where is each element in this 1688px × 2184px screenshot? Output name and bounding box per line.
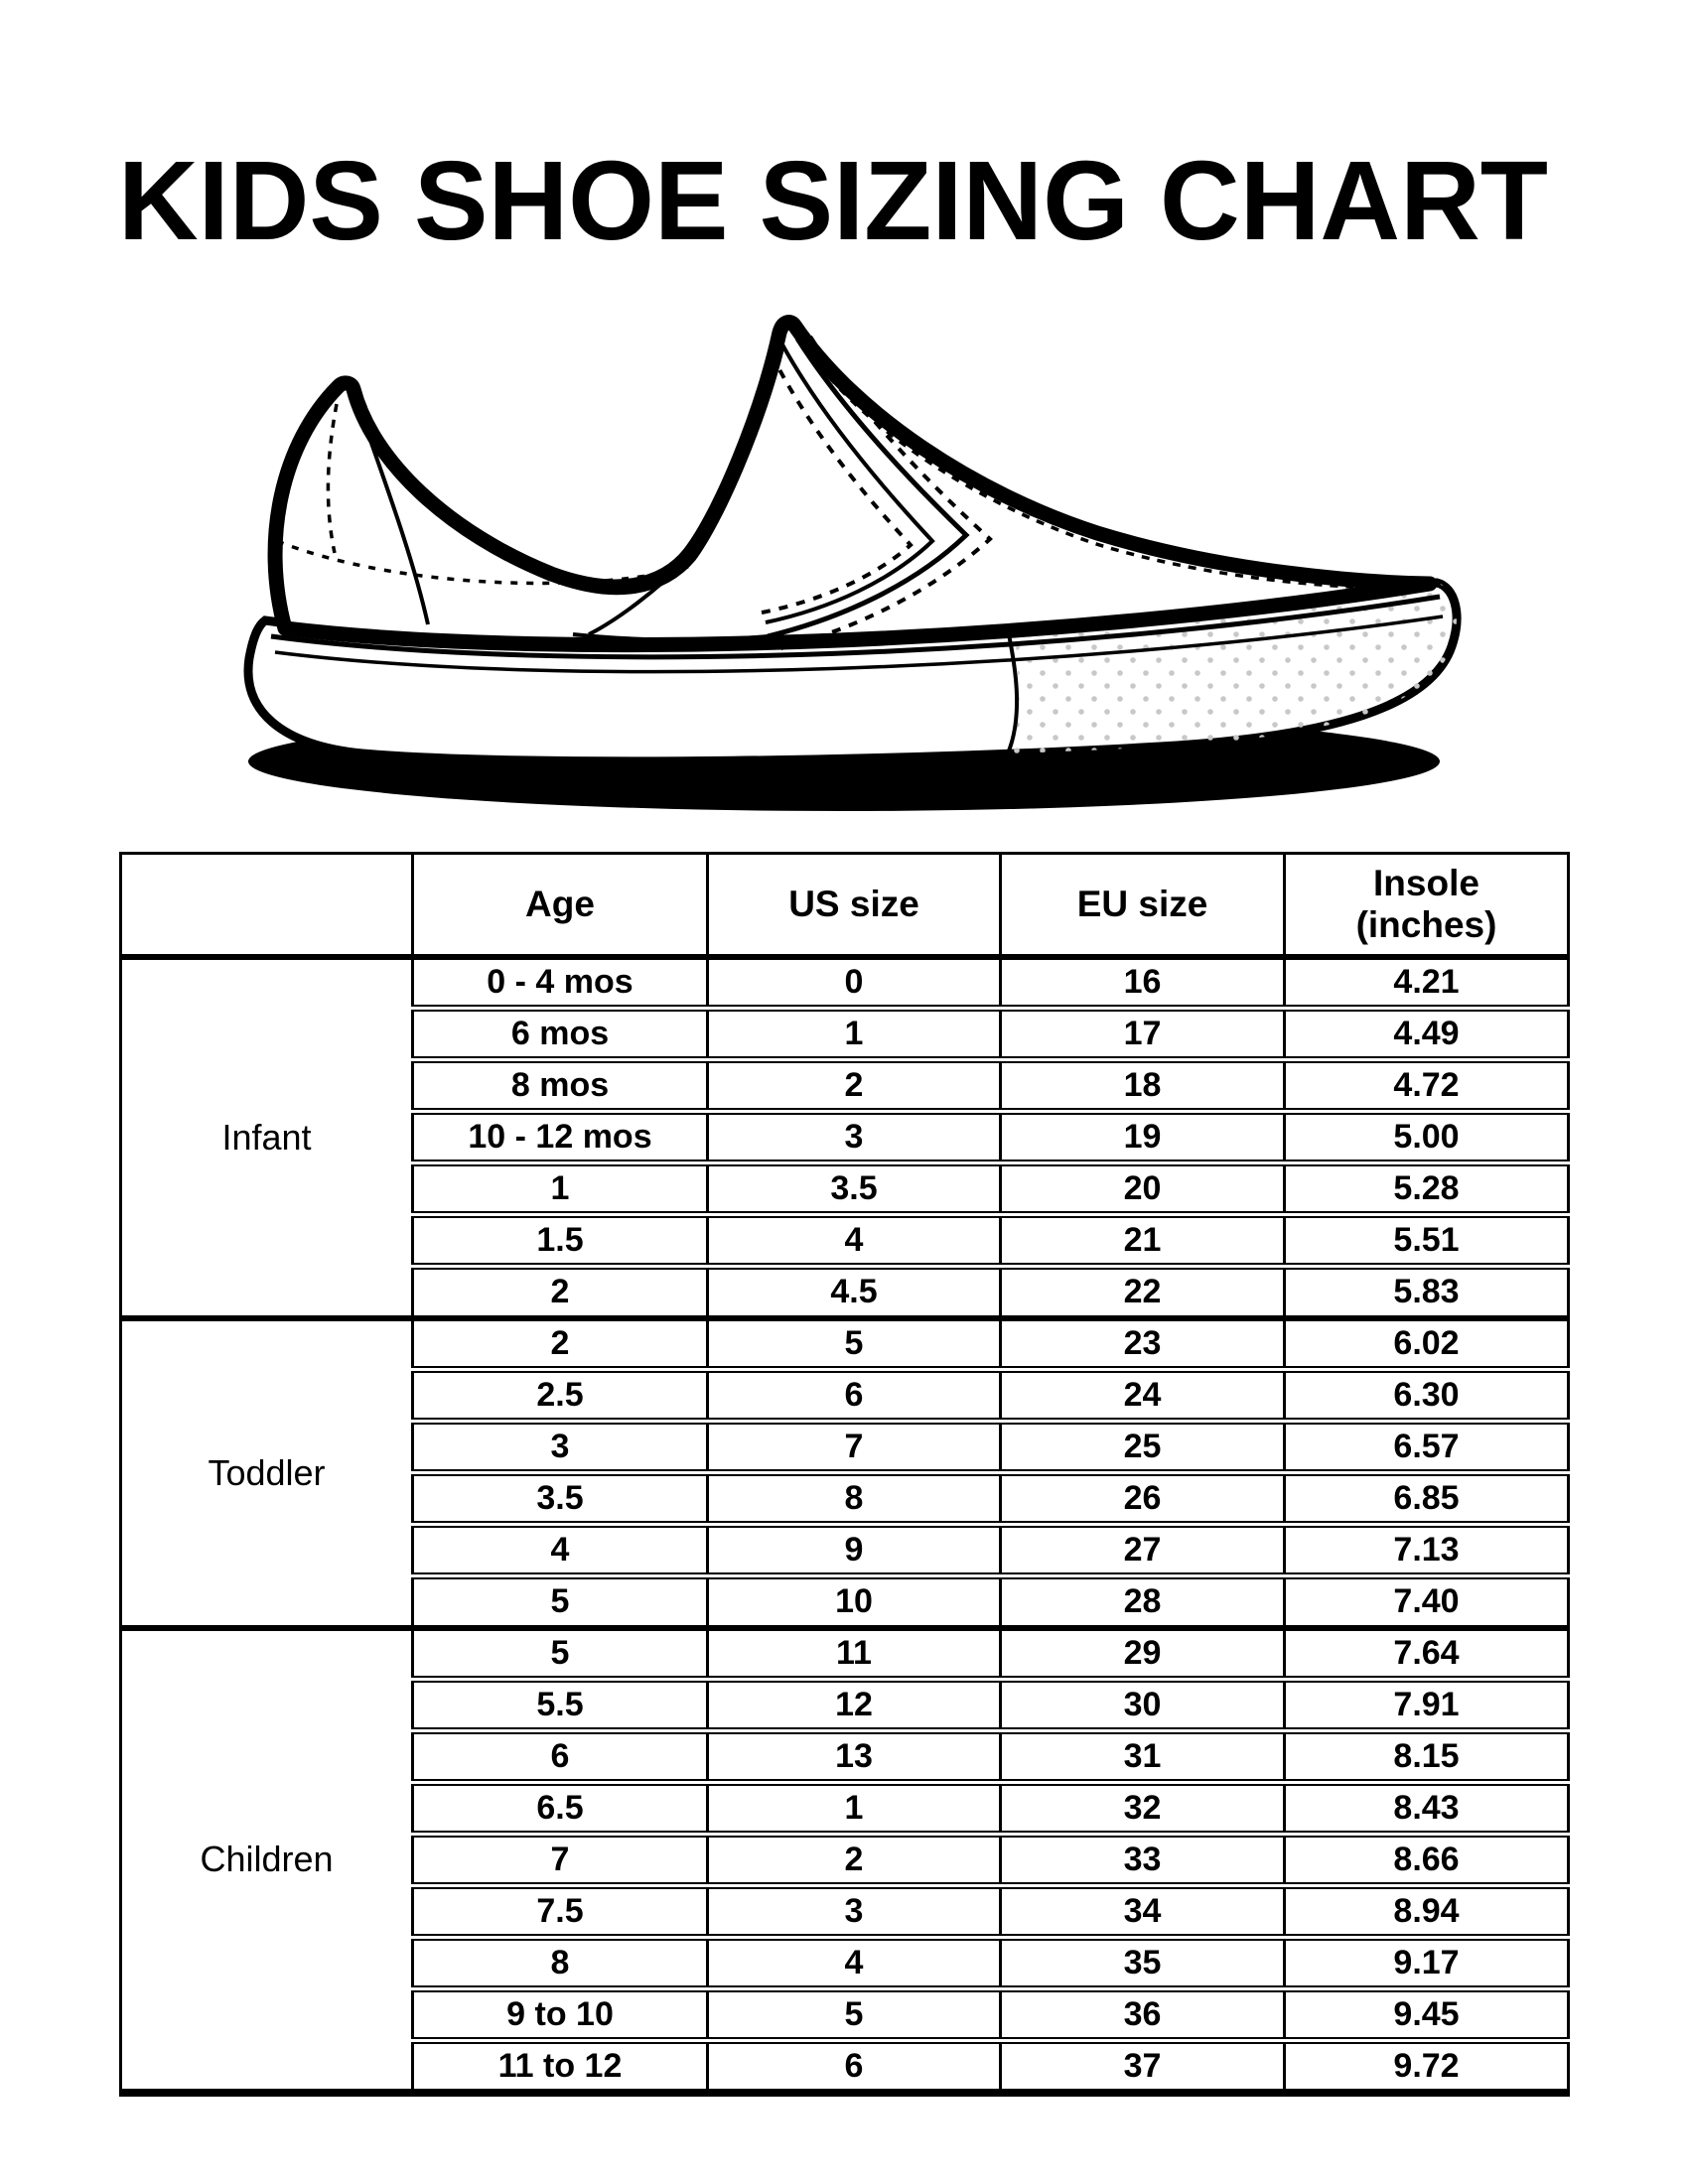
header-insole: [1285, 854, 1569, 957]
eu-cell: 36: [1001, 1989, 1285, 2041]
insole-cell: 6.57: [1285, 1422, 1569, 1473]
header-insole-line2: (inches): [1355, 903, 1497, 945]
us-cell: 9: [708, 1525, 1001, 1576]
age-cell: 3.5: [413, 1473, 708, 1525]
us-cell: 0: [708, 957, 1001, 1009]
size-table-header: [121, 854, 1569, 957]
table-row: [121, 1628, 1569, 1680]
us-cell: 3: [708, 1886, 1001, 1938]
eu-cell: 30: [1001, 1680, 1285, 1731]
age-cell: 5: [413, 1576, 708, 1628]
age-cell: 6 mos: [413, 1009, 708, 1060]
header-insole-line1: Insole: [1373, 863, 1479, 904]
us-cell: 11: [708, 1628, 1001, 1680]
insole-cell: 7.64: [1285, 1628, 1569, 1680]
us-cell: 4: [708, 1215, 1001, 1267]
insole-cell: 4.72: [1285, 1060, 1569, 1112]
us-cell: 3.5: [708, 1163, 1001, 1215]
us-cell: 2: [708, 1060, 1001, 1112]
insole-cell: 9.45: [1285, 1989, 1569, 2041]
age-cell: 0 - 4 mos: [413, 957, 708, 1009]
insole-cell: 5.00: [1285, 1112, 1569, 1163]
us-cell: 1: [708, 1009, 1001, 1060]
insole-cell: 4.49: [1285, 1009, 1569, 1060]
insole-cell: 7.40: [1285, 1576, 1569, 1628]
eu-cell: 20: [1001, 1163, 1285, 1215]
page-title-text: KIDS SHOE SIZING CHART: [118, 138, 1548, 263]
age-cell: 2: [413, 1318, 708, 1370]
insole-cell: 6.85: [1285, 1473, 1569, 1525]
us-cell: 3: [708, 1112, 1001, 1163]
eu-cell: 28: [1001, 1576, 1285, 1628]
age-cell: 8: [413, 1938, 708, 1989]
eu-cell: 16: [1001, 957, 1285, 1009]
insole-cell: 5.28: [1285, 1163, 1569, 1215]
eu-cell: 19: [1001, 1112, 1285, 1163]
size-table: [119, 852, 1570, 2097]
age-cell: 1: [413, 1163, 708, 1215]
insole-cell: 8.66: [1285, 1835, 1569, 1886]
page-title: [118, 127, 1558, 276]
group-label-children: Children: [121, 1628, 413, 2093]
table-row: [121, 1318, 1569, 1370]
eu-cell: 29: [1001, 1628, 1285, 1680]
insole-cell: 6.02: [1285, 1318, 1569, 1370]
eu-cell: 17: [1001, 1009, 1285, 1060]
eu-cell: 21: [1001, 1215, 1285, 1267]
insole-cell: 8.15: [1285, 1731, 1569, 1783]
us-cell: 10: [708, 1576, 1001, 1628]
age-cell: 6.5: [413, 1783, 708, 1835]
us-cell: 2: [708, 1835, 1001, 1886]
eu-cell: 18: [1001, 1060, 1285, 1112]
insole-cell: 6.30: [1285, 1370, 1569, 1422]
us-cell: 5: [708, 1989, 1001, 2041]
us-cell: 6: [708, 1370, 1001, 1422]
age-cell: 3: [413, 1422, 708, 1473]
header-group: [121, 854, 413, 957]
us-cell: 12: [708, 1680, 1001, 1731]
header-row: [121, 854, 1569, 957]
eu-cell: 25: [1001, 1422, 1285, 1473]
insole-cell: 4.21: [1285, 957, 1569, 1009]
age-cell: 2: [413, 1267, 708, 1318]
age-cell: 11 to 12: [413, 2041, 708, 2093]
us-cell: 4: [708, 1938, 1001, 1989]
table-row: [121, 957, 1569, 1009]
insole-cell: 7.13: [1285, 1525, 1569, 1576]
insole-cell: 9.72: [1285, 2041, 1569, 2093]
page-title-container: [118, 127, 1568, 286]
eu-cell: 37: [1001, 2041, 1285, 2093]
age-cell: 6: [413, 1731, 708, 1783]
shoe-illustration-container: [223, 293, 1484, 829]
age-cell: 8 mos: [413, 1060, 708, 1112]
eu-cell: 22: [1001, 1267, 1285, 1318]
header-eu-size: EU size: [1001, 854, 1285, 957]
slip-on-shoe-icon: [223, 293, 1484, 829]
us-cell: 6: [708, 2041, 1001, 2093]
eu-cell: 23: [1001, 1318, 1285, 1370]
age-cell: 7.5: [413, 1886, 708, 1938]
header-age: Age: [413, 854, 708, 957]
group-label-infant: Infant: [121, 957, 413, 1318]
age-cell: 2.5: [413, 1370, 708, 1422]
insole-cell: 9.17: [1285, 1938, 1569, 1989]
age-cell: 5: [413, 1628, 708, 1680]
eu-cell: 31: [1001, 1731, 1285, 1783]
age-cell: 10 - 12 mos: [413, 1112, 708, 1163]
insole-cell: 8.43: [1285, 1783, 1569, 1835]
us-cell: 7: [708, 1422, 1001, 1473]
eu-cell: 35: [1001, 1938, 1285, 1989]
insole-cell: 5.83: [1285, 1267, 1569, 1318]
us-cell: 1: [708, 1783, 1001, 1835]
age-cell: 4: [413, 1525, 708, 1576]
age-cell: 1.5: [413, 1215, 708, 1267]
age-cell: 7: [413, 1835, 708, 1886]
us-cell: 4.5: [708, 1267, 1001, 1318]
shoe-upper: [275, 322, 1430, 644]
insole-cell: 7.91: [1285, 1680, 1569, 1731]
us-cell: 5: [708, 1318, 1001, 1370]
us-cell: 8: [708, 1473, 1001, 1525]
eu-cell: 26: [1001, 1473, 1285, 1525]
size-table-body: [121, 957, 1569, 2093]
insole-cell: 8.94: [1285, 1886, 1569, 1938]
eu-cell: 34: [1001, 1886, 1285, 1938]
group-label-toddler: Toddler: [121, 1318, 413, 1628]
age-cell: 5.5: [413, 1680, 708, 1731]
eu-cell: 27: [1001, 1525, 1285, 1576]
us-cell: 13: [708, 1731, 1001, 1783]
eu-cell: 33: [1001, 1835, 1285, 1886]
age-cell: 9 to 10: [413, 1989, 708, 2041]
insole-cell: 5.51: [1285, 1215, 1569, 1267]
header-us-size: US size: [708, 854, 1001, 957]
eu-cell: 32: [1001, 1783, 1285, 1835]
eu-cell: 24: [1001, 1370, 1285, 1422]
